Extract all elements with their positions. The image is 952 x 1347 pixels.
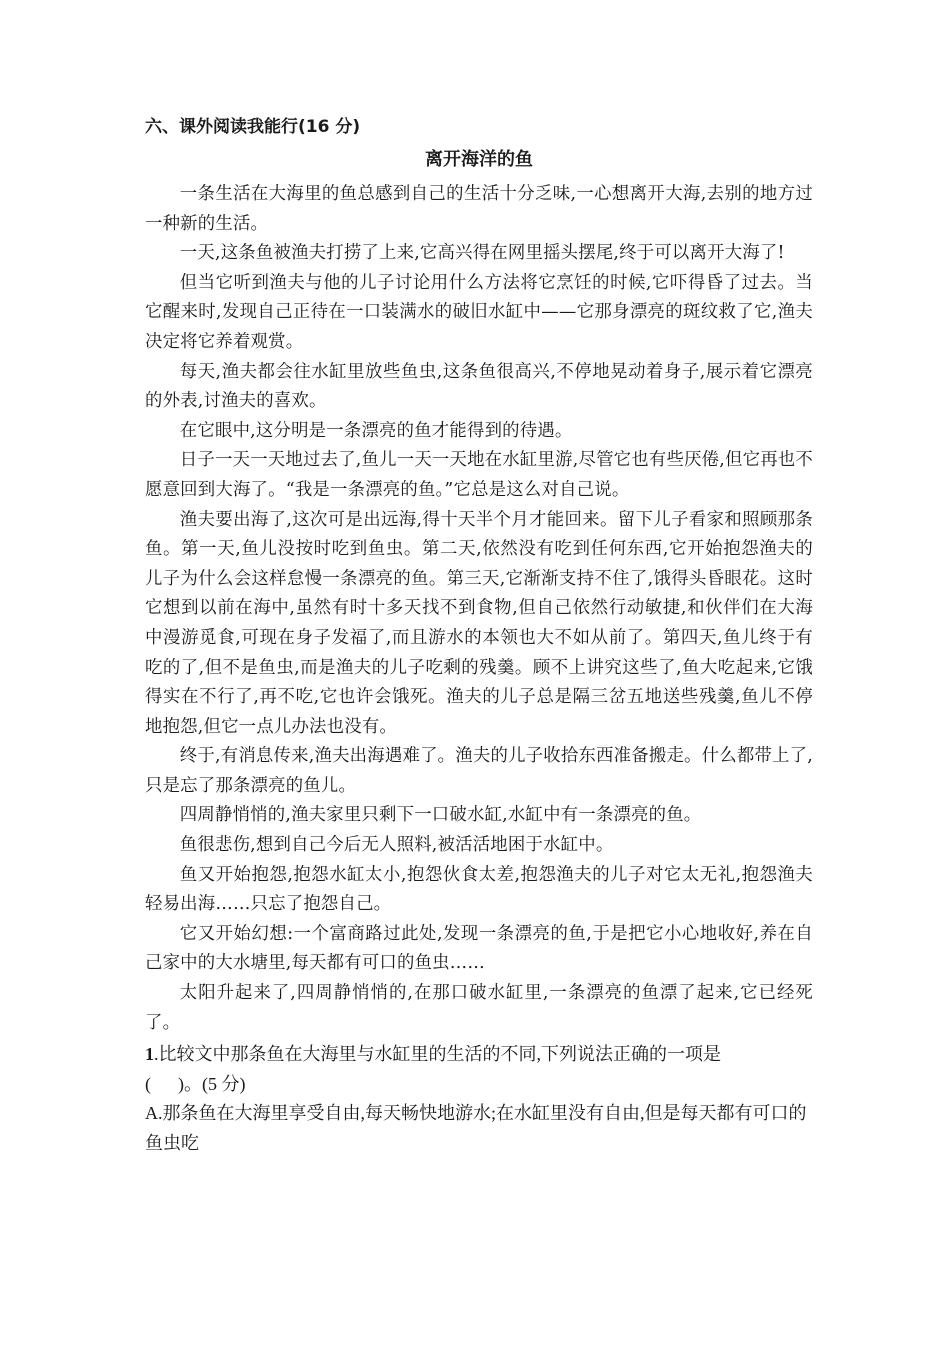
exam-page: [145, 112, 813, 1159]
paragraph-2: 一天,这条鱼被渔夫打捞了上来,它高兴得在网里摇头摆尾,终于可以离开大海了!: [179, 243, 785, 264]
question-1-text: .比较文中那条鱼在大海里与水缸里的生活的不同,下列说法正确的一项是: [154, 1044, 721, 1065]
section-heading: 六、课外阅读我能行(16 分): [145, 117, 361, 137]
paragraph-11: 鱼又开始抱怨,抱怨水缸太小,抱怨伙食太差,抱怨渔夫的儿子对它太无礼,抱怨渔夫轻易出海……只忘了抱怨自己。: [145, 864, 813, 915]
paragraph-13: 太阳升起来了,四周静悄悄的,在那口破水缸里,一条漂亮的鱼漂了起来,它已经死了。: [145, 983, 813, 1033]
question-1-stem: [145, 1040, 813, 1070]
paragraph-3: 但当它听到渔夫与他的儿子讨论用什么方法将它烹饪的时候,它吓得昏了过去。当它醒来时,发现自己正待在一口装满水的破旧水缸中——它那身漂亮的斑纹救了它,渔夫决定将它养着观赏。: [145, 272, 813, 352]
article-title: 离开海洋的鱼: [425, 149, 533, 170]
paragraph-1: 一条生活在大海里的鱼总感到自己的生活十分乏味,一心想离开大海,去别的地方过一种新的生活。: [145, 184, 813, 234]
answer-bracket[interactable]: ( )。(5 分): [145, 1073, 246, 1094]
question-1: [145, 1040, 813, 1158]
paragraph-7: 渔夫要出海了,这次可是出远海,得十天半个月才能回来。留下儿子看家和照顾那条鱼。第一天,鱼儿没按时吃到鱼虫。第二天,依然没有吃到任何东西,它开始抱怨渔夫的儿子为什么会这样怠慢一条漂亮的鱼。第三天,它渐渐支持不住了,饿得头昏眼花。这时它想到以前在海中,虽然有时十多天找不到食物,但自己依然行动敏捷,和伙伴们在大海中漫游觅食,可现在身子发福了,而且游水的本领也大不如从前了。第四天,鱼儿终于有吃的了,但不是鱼虫,而是渔夫的儿子吃剩的残羹。顾不上讲究这些了,鱼大吃起来,它饿得实在不行了,再不吃,它也许会饿死。渔夫的儿子总是隔三岔五地送些残羹,鱼儿不停地抱怨,但它一点儿办法也没有。: [145, 509, 813, 737]
paragraph-6: 日子一天一天地过去了,鱼儿一天一天地在水缸里游,尽管它也有些厌倦,但它再也不愿意回到大海了。“我是一条漂亮的鱼。”它总是这么对自己说。: [145, 450, 813, 500]
article-body: [145, 180, 813, 1038]
option-a[interactable]: A.那条鱼在大海里享受自由,每天畅快地游水;在水缸里没有自由,但是每天都有可口的鱼虫吃: [145, 1103, 807, 1153]
paragraph-9: 四周静悄悄的,渔夫家里只剩下一口破水缸,水缸中有一条漂亮的鱼。: [179, 805, 702, 826]
paragraph-10: 鱼很悲伤,想到自己今后无人照料,被活活地困于水缸中。: [179, 835, 614, 856]
paragraph-4: 每天,渔夫都会往水缸里放些鱼虫,这条鱼很高兴,不停地晃动着身子,展示着它漂亮的外表,讨渔夫的喜欢。: [145, 361, 813, 412]
paragraph-12: 它又开始幻想:一个富商路过此处,发现一条漂亮的鱼,于是把它小心地收好,养在自己家中的大水塘里,每天都有可口的鱼虫……: [145, 923, 813, 974]
paragraph-5: 在它眼中,这分明是一条漂亮的鱼才能得到的待遇。: [179, 420, 573, 441]
paragraph-8: 终于,有消息传来,渔夫出海遇难了。渔夫的儿子收拾东西准备搬走。什么都带上了,只是忘了那条漂亮的鱼儿。: [145, 746, 813, 796]
question-number: 1: [145, 1044, 154, 1065]
